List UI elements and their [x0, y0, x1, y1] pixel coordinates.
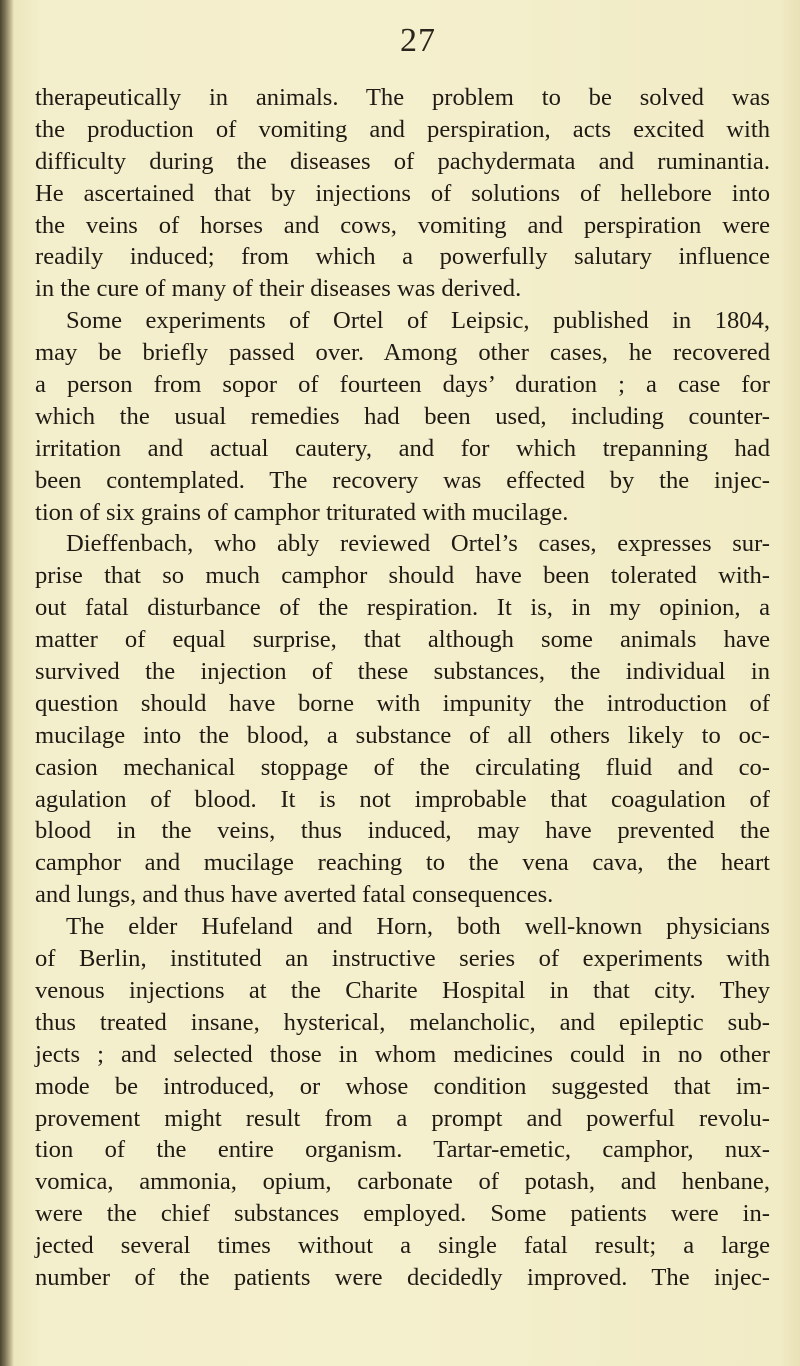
text-line: tion of the entire organism. Tartar-emetic, camphor, nux-	[35, 1136, 770, 1164]
text-line: casion mechanical stoppage of the circulating fluid and co-	[35, 753, 770, 781]
text-line: in the cure of many of their diseases was derived.	[35, 275, 522, 303]
text-line: jected several times without a single fatal result; a large	[35, 1232, 770, 1260]
text-line: provement might result from a prompt and powerful revolu-	[35, 1104, 770, 1132]
text-line: the veins of horses and cows, vomiting and perspiration were	[35, 211, 770, 239]
body-text	[35, 82, 770, 1294]
text-line: mucilage into the blood, a substance of all others likely to oc-	[35, 721, 770, 749]
text-line: matter of equal surprise, that although some animals have	[35, 626, 770, 654]
text-line: tion of six grains of camphor triturated with mucilage.	[35, 498, 569, 526]
text-line: may be briefly passed over. Among other cases, he recovered	[35, 339, 770, 367]
text-line: difficulty during the diseases of pachydermata and ruminantia.	[35, 147, 770, 175]
text-line: been contemplated. The recovery was effected by the injec-	[35, 466, 770, 494]
text-line: mode be introduced, or whose condition suggested that im-	[35, 1072, 770, 1100]
page-number: 27	[400, 22, 436, 59]
text-line: of Berlin, instituted an instructive series of experiments with	[35, 945, 770, 973]
text-line: agulation of blood. It is not improbable that coagulation of	[35, 785, 770, 813]
text-line: He ascertained that by injections of solutions of hellebore into	[35, 179, 770, 207]
text-line: question should have borne with impunity the introduction of	[35, 689, 770, 717]
text-line: readily induced; from which a powerfully salutary influence	[35, 243, 770, 271]
text-line: venous injections at the Charite Hospital in that city. They	[35, 976, 770, 1004]
text-line: Some experiments of Ortel of Leipsic, published in 1804,	[66, 307, 770, 335]
text-line: irritation and actual cautery, and for which trepanning had	[35, 434, 770, 462]
text-line: prise that so much camphor should have been tolerated with-	[35, 562, 770, 590]
text-line: camphor and mucilage reaching to the vena cava, the heart	[35, 849, 770, 877]
text-line: blood in the veins, thus induced, may have prevented the	[35, 817, 770, 845]
text-line: jects ; and selected those in whom medicines could in no other	[35, 1040, 770, 1068]
text-line: therapeutically in animals. The problem to be solved was	[35, 84, 770, 111]
text-line: the production of vomiting and perspiration, acts excited with	[35, 115, 770, 143]
text-line: thus treated insane, hysterical, melancholic, and epileptic sub-	[35, 1008, 770, 1036]
text-line: out fatal disturbance of the respiration. It is, in my opinion, a	[35, 594, 770, 622]
text-line: and lungs, and thus have averted fatal consequences.	[35, 881, 554, 909]
text-line: were the chief substances employed. Some patients were in-	[35, 1200, 770, 1228]
text-line: which the usual remedies had been used, including counter-	[35, 402, 770, 430]
text-line: vomica, ammonia, opium, carbonate of potash, and henbane,	[35, 1168, 770, 1196]
page-spine-edge	[0, 0, 14, 1366]
text-line: The elder Hufeland and Horn, both well-known physicians	[66, 913, 770, 941]
text-line: a person from sopor of fourteen days’ duration ; a case for	[35, 371, 770, 399]
text-line: survived the injection of these substances, the individual in	[35, 658, 770, 686]
text-line: number of the patients were decidedly improved. The injec-	[35, 1263, 770, 1291]
text-line: Dieffenbach, who ably reviewed Ortel’s cases, expresses sur-	[66, 530, 770, 558]
